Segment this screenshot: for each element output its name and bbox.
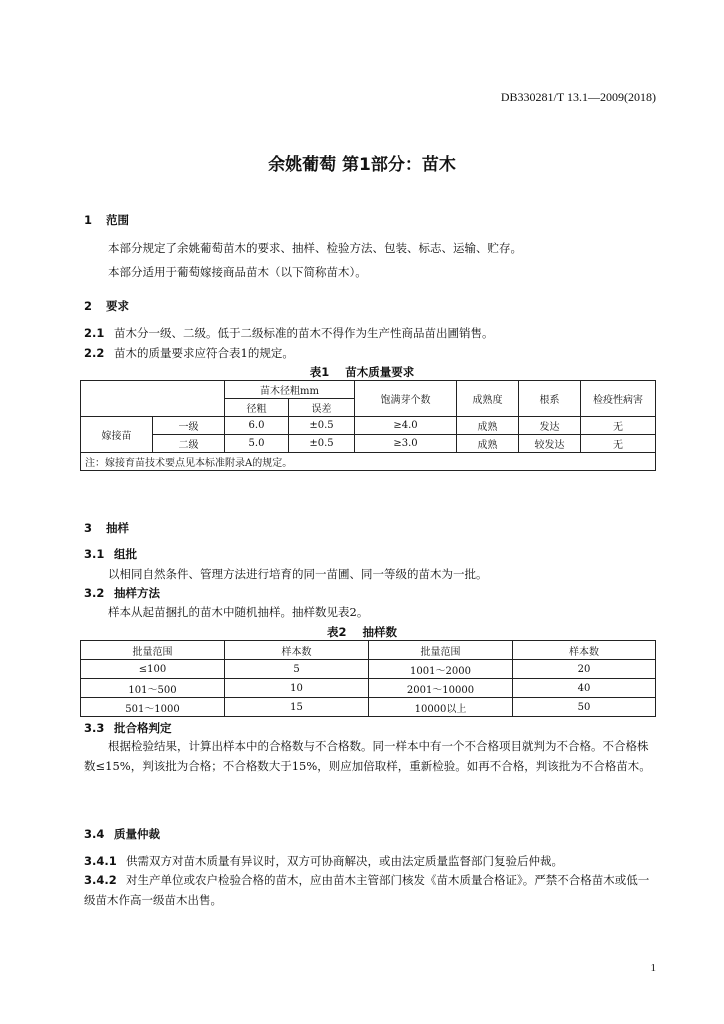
table-cell: 2001～10000: [369, 679, 513, 698]
table-header: 样本数: [225, 641, 369, 660]
table-header: 成熟度: [457, 381, 519, 417]
clause: 2.2 苗木的质量要求应符合表1的规定。: [84, 346, 294, 360]
table-row: [81, 660, 656, 679]
standard-code: DB330281/T 13.1—2009(2018): [500, 90, 656, 104]
table-cell: 501～1000: [81, 698, 225, 717]
table-cell: 较发达: [519, 435, 581, 453]
page-number: 1: [650, 962, 656, 974]
paragraph: 根据检验结果，计算出样本中的合格数与不合格数。同一样本中有一个不合格项目就判为不合格。不合格株数≤15%，判该批为合格；不合格数大于15%，则应加倍取样，重新检验。如再不合格，判该批为不合格苗木。: [84, 739, 651, 773]
table-cell: ±0.5: [289, 417, 355, 435]
clause: 3.4.1 供需双方对苗木质量有异议时，双方可协商解决，或由法定质量监督部门复验后仲裁。: [84, 854, 563, 868]
subsection-heading-batch: 3.1 组批: [84, 547, 137, 561]
table-cell: 无: [581, 417, 656, 435]
table-row: [81, 698, 656, 717]
table-row: [81, 435, 656, 453]
table-cell: 二级: [153, 435, 225, 453]
section-heading-scope: 1 范围: [84, 213, 129, 227]
table-cell: 无: [581, 435, 656, 453]
table-header-blank: [81, 381, 225, 417]
clause: 2.1 苗木分一级、二级。低于二级标准的苗木不得作为生产性商品苗出圃销售。: [84, 326, 494, 340]
table-header: 批量范围: [369, 641, 513, 660]
table-cell: 成熟: [457, 435, 519, 453]
table-cell: 10: [225, 679, 369, 698]
paragraph: 样本从起苗捆扎的苗木中随机抽样。抽样数见表2。: [108, 605, 369, 619]
section-heading-requirements: 2 要求: [84, 299, 129, 313]
table-header: 样本数: [513, 641, 656, 660]
table-header: 径粗: [225, 399, 289, 417]
table-header: 苗木径粗mm: [225, 381, 355, 399]
table-header: 检疫性病害: [581, 381, 656, 417]
subsection-heading-lot-judgement: 3.3 批合格判定: [84, 721, 172, 735]
table-cell: 101～500: [81, 679, 225, 698]
table-cell: 40: [513, 679, 656, 698]
table-caption: 表1 苗木质量要求: [309, 365, 415, 379]
table-cell: 6.0: [225, 417, 289, 435]
table-cell: 5: [225, 660, 369, 679]
section-heading-sampling: 3 抽样: [84, 521, 129, 535]
sample-size-table: [80, 640, 656, 717]
table-cell: 一级: [153, 417, 225, 435]
table-row: [81, 417, 656, 435]
seedling-quality-table: [80, 380, 656, 471]
table-cell: 发达: [519, 417, 581, 435]
table-header: 误差: [289, 399, 355, 417]
table-note: 注：嫁接育苗技术要点见本标准附录A的规定。: [81, 453, 656, 471]
subsection-heading-sampling-method: 3.2 抽样方法: [84, 586, 160, 600]
clause: 3.4.2 对生产单位或农户检验合格的苗木，应由苗木主管部门核发《苗木质量合格证》。严禁不合格苗木或低一级苗木作高一级苗木出售。: [84, 873, 650, 907]
table-cell: 20: [513, 660, 656, 679]
table-cell: ≥3.0: [355, 435, 457, 453]
paragraph: 本部分规定了余姚葡萄苗木的要求、抽样、检验方法、包装、标志、运输、贮存。: [108, 241, 522, 255]
table-header: 饱满芽个数: [355, 381, 457, 417]
table-cell: 嫁接苗: [81, 417, 153, 453]
table-header: 根系: [519, 381, 581, 417]
paragraph: 本部分适用于葡萄嫁接商品苗木（以下简称苗木）。: [108, 265, 367, 279]
table-caption: 表2 抽样数: [326, 625, 397, 639]
table-cell: 10000以上: [369, 698, 513, 717]
table-cell: ≥4.0: [355, 417, 457, 435]
table-cell: ≤100: [81, 660, 225, 679]
table-row: [81, 679, 656, 698]
table-cell: 50: [513, 698, 656, 717]
subsection-heading-arbitration: 3.4 质量仲裁: [84, 827, 160, 841]
table-cell: 1001～2000: [369, 660, 513, 679]
paragraph: 以相同自然条件、管理方法进行培育的同一苗圃、同一等级的苗木为一批。: [108, 567, 488, 581]
document-title: 余姚葡萄 第1部分：苗木: [268, 155, 456, 175]
table-cell: ±0.5: [289, 435, 355, 453]
table-header: 批量范围: [81, 641, 225, 660]
table-cell: 5.0: [225, 435, 289, 453]
table-cell: 成熟: [457, 417, 519, 435]
table-cell: 15: [225, 698, 369, 717]
